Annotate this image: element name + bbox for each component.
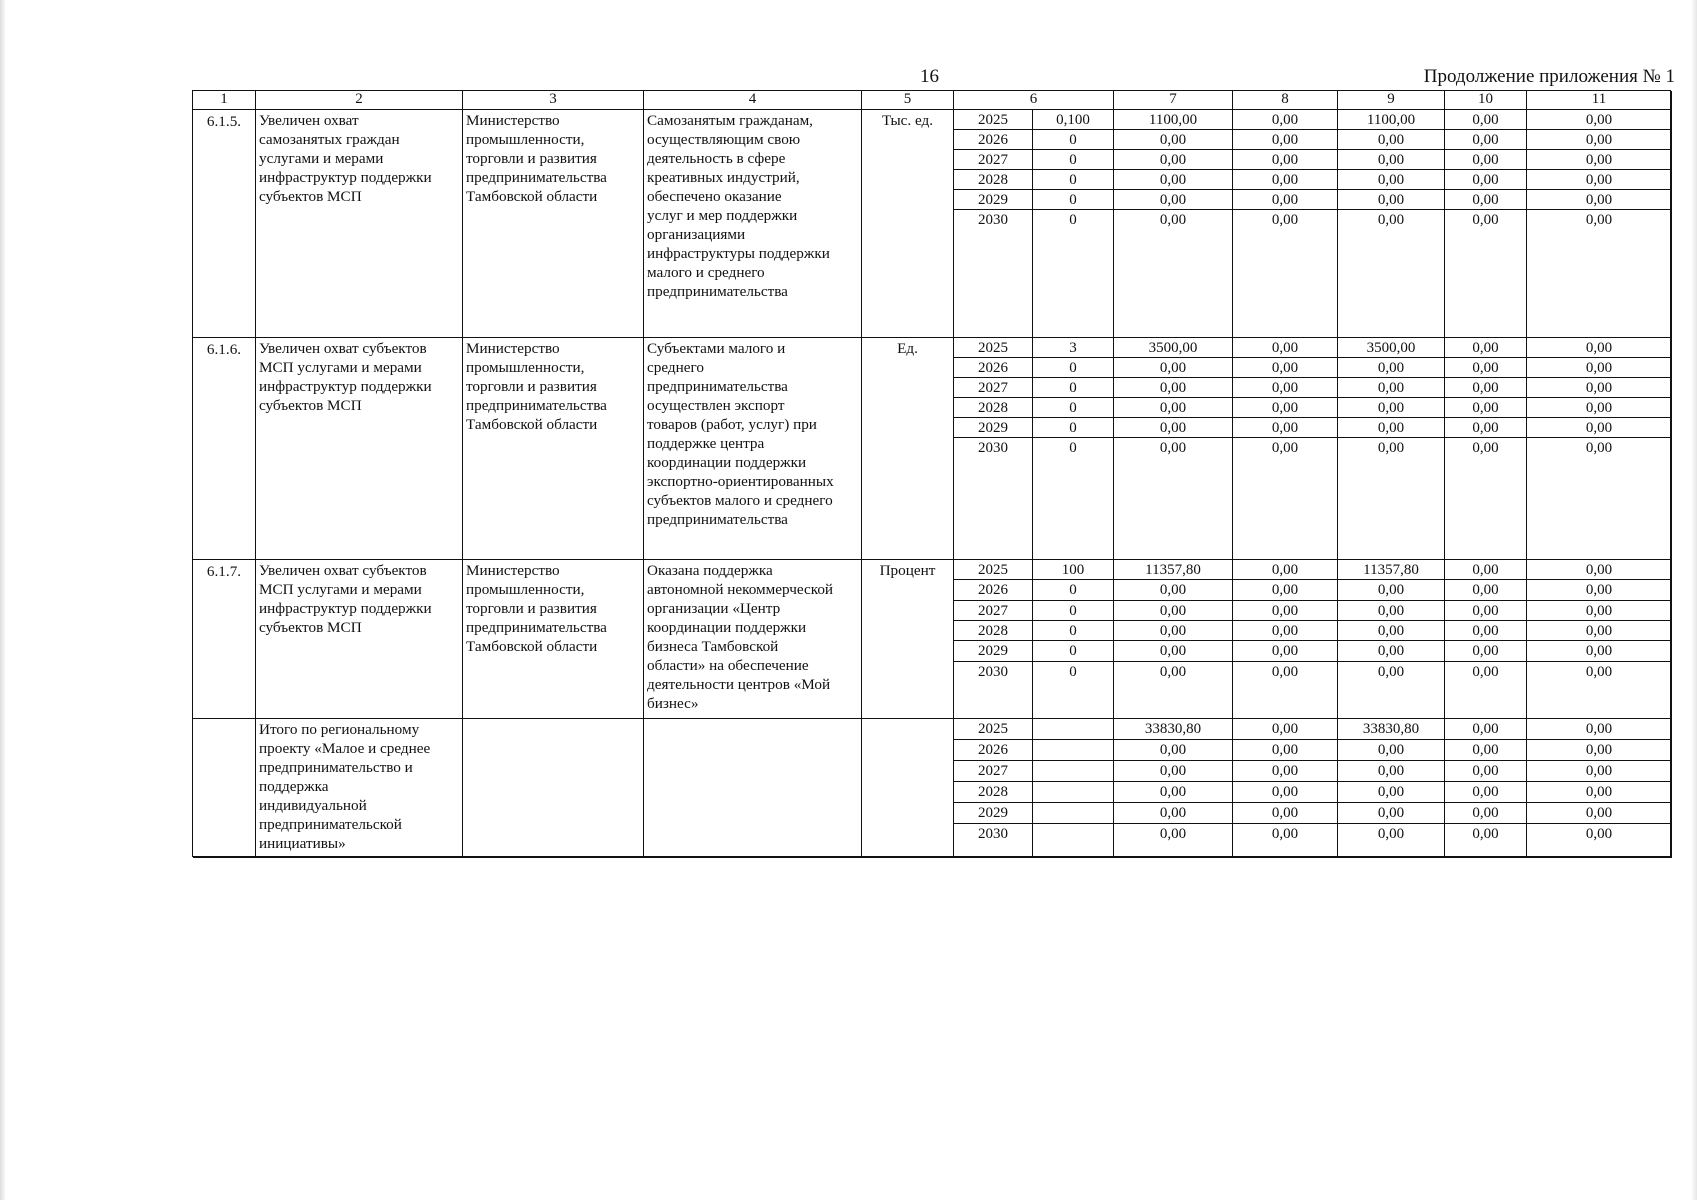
col11-value: 0,00 — [1527, 170, 1672, 190]
col7-value: 0,00 — [1114, 580, 1233, 601]
year-cell: 2027 — [954, 150, 1033, 170]
col11-value: 0,00 — [1527, 190, 1672, 210]
col9-value: 11357,80 — [1338, 560, 1445, 580]
year-cell: 2030 — [954, 662, 1033, 719]
col9-value: 0,00 — [1338, 418, 1445, 438]
year-cell: 2030 — [954, 824, 1033, 858]
indicator-value — [1033, 824, 1114, 858]
indicator-value — [1033, 803, 1114, 824]
col9-value: 0,00 — [1338, 740, 1445, 761]
column-header: 6 — [954, 91, 1114, 110]
col11-value: 0,00 — [1527, 358, 1672, 378]
column-header: 1 — [193, 91, 256, 110]
col8-value: 0,00 — [1233, 662, 1338, 719]
col7-value: 0,00 — [1114, 438, 1233, 560]
indicator-value: 0,100 — [1033, 110, 1114, 130]
col10-value: 0,00 — [1445, 580, 1527, 601]
col8-value: 0,00 — [1233, 824, 1338, 858]
year-cell: 2026 — [954, 580, 1033, 601]
scan-edge-right — [1691, 0, 1697, 1200]
col8-value: 0,00 — [1233, 398, 1338, 418]
col8-value: 0,00 — [1233, 621, 1338, 641]
col11-value: 0,00 — [1527, 398, 1672, 418]
indicator-value: 3 — [1033, 338, 1114, 358]
year-cell: 2029 — [954, 803, 1033, 824]
year-cell: 2028 — [954, 170, 1033, 190]
col11-value: 0,00 — [1527, 210, 1672, 338]
col11-value: 0,00 — [1527, 719, 1672, 740]
col7-value: 0,00 — [1114, 761, 1233, 782]
col9-value: 0,00 — [1338, 378, 1445, 398]
col11-value: 0,00 — [1527, 438, 1672, 560]
col10-value: 0,00 — [1445, 210, 1527, 338]
col11-value: 0,00 — [1527, 601, 1672, 621]
indicator-value: 0 — [1033, 170, 1114, 190]
column-header: 8 — [1233, 91, 1338, 110]
col10-value: 0,00 — [1445, 740, 1527, 761]
col9-value: 0,00 — [1338, 601, 1445, 621]
row-number — [193, 719, 256, 858]
col7-value: 0,00 — [1114, 150, 1233, 170]
indicator-value: 0 — [1033, 398, 1114, 418]
col7-value: 0,00 — [1114, 621, 1233, 641]
year-cell: 2027 — [954, 601, 1033, 621]
col9-value: 0,00 — [1338, 210, 1445, 338]
col10-value: 0,00 — [1445, 641, 1527, 662]
column-header: 4 — [644, 91, 862, 110]
col7-value: 0,00 — [1114, 601, 1233, 621]
col11-value: 0,00 — [1527, 761, 1672, 782]
col11-value: 0,00 — [1527, 110, 1672, 130]
col7-value: 0,00 — [1114, 170, 1233, 190]
col8-value: 0,00 — [1233, 438, 1338, 560]
year-cell: 2028 — [954, 782, 1033, 803]
col7-value: 3500,00 — [1114, 338, 1233, 358]
indicator-value: 0 — [1033, 130, 1114, 150]
col10-value: 0,00 — [1445, 170, 1527, 190]
col7-value: 0,00 — [1114, 398, 1233, 418]
col9-value: 0,00 — [1338, 438, 1445, 560]
col11-value: 0,00 — [1527, 150, 1672, 170]
indicator-value: 0 — [1033, 662, 1114, 719]
unit-text: Ед. — [862, 338, 954, 560]
indicator-value: 0 — [1033, 210, 1114, 338]
col7-value: 0,00 — [1114, 130, 1233, 150]
col10-value: 0,00 — [1445, 438, 1527, 560]
col10-value: 0,00 — [1445, 378, 1527, 398]
col9-value: 1100,00 — [1338, 110, 1445, 130]
col7-value: 0,00 — [1114, 210, 1233, 338]
unit-text: Тыс. ед. — [862, 110, 954, 338]
indicator-value — [1033, 740, 1114, 761]
year-cell: 2025 — [954, 110, 1033, 130]
col8-value: 0,00 — [1233, 358, 1338, 378]
col9-value: 0,00 — [1338, 803, 1445, 824]
indicator-value: 0 — [1033, 150, 1114, 170]
col8-value: 0,00 — [1233, 378, 1338, 398]
col10-value: 0,00 — [1445, 358, 1527, 378]
col9-value: 0,00 — [1338, 150, 1445, 170]
col9-value: 0,00 — [1338, 641, 1445, 662]
year-cell: 2027 — [954, 378, 1033, 398]
executor-text: Министерство промышленности, торговли и развития предпринимательства Тамбовской области — [463, 110, 644, 338]
col10-value: 0,00 — [1445, 190, 1527, 210]
year-cell: 2026 — [954, 130, 1033, 150]
col11-value: 0,00 — [1527, 662, 1672, 719]
col11-value: 0,00 — [1527, 130, 1672, 150]
column-header: 10 — [1445, 91, 1527, 110]
column-header: 3 — [463, 91, 644, 110]
executor-text — [463, 719, 644, 858]
col9-value: 0,00 — [1338, 761, 1445, 782]
year-cell: 2025 — [954, 719, 1033, 740]
result-text: Итого по региональному проекту «Малое и среднее предпринимательство и поддержка индивидуальной предпринимательской инициативы» — [256, 719, 463, 858]
continuation-label: Продолжение приложения № 1 — [1423, 66, 1675, 87]
col8-value: 0,00 — [1233, 170, 1338, 190]
col9-value: 0,00 — [1338, 782, 1445, 803]
col8-value: 0,00 — [1233, 110, 1338, 130]
row-number: 6.1.6. — [193, 338, 256, 560]
col8-value: 0,00 — [1233, 418, 1338, 438]
col9-value: 3500,00 — [1338, 338, 1445, 358]
col7-value: 0,00 — [1114, 418, 1233, 438]
col10-value: 0,00 — [1445, 662, 1527, 719]
result-text: Увеличен охват субъектов МСП услугами и мерами инфраструктур поддержки субъектов МСП — [256, 560, 463, 719]
col7-value: 11357,80 — [1114, 560, 1233, 580]
column-header: 2 — [256, 91, 463, 110]
column-header: 7 — [1114, 91, 1233, 110]
col8-value: 0,00 — [1233, 210, 1338, 338]
year-cell: 2028 — [954, 398, 1033, 418]
col7-value: 0,00 — [1114, 782, 1233, 803]
indicator-value: 0 — [1033, 580, 1114, 601]
result-text: Увеличен охват субъектов МСП услугами и мерами инфраструктур поддержки субъектов МСП — [256, 338, 463, 560]
col11-value: 0,00 — [1527, 418, 1672, 438]
col7-value: 0,00 — [1114, 662, 1233, 719]
col10-value: 0,00 — [1445, 719, 1527, 740]
col10-value: 0,00 — [1445, 824, 1527, 858]
year-cell: 2028 — [954, 621, 1033, 641]
unit-text — [862, 719, 954, 858]
col7-value: 0,00 — [1114, 190, 1233, 210]
indicator-value: 0 — [1033, 190, 1114, 210]
col9-value: 0,00 — [1338, 398, 1445, 418]
col11-value: 0,00 — [1527, 824, 1672, 858]
col9-value: 0,00 — [1338, 358, 1445, 378]
col11-value: 0,00 — [1527, 580, 1672, 601]
col11-value: 0,00 — [1527, 378, 1672, 398]
indicator-value: 0 — [1033, 378, 1114, 398]
row-number: 6.1.7. — [193, 560, 256, 719]
year-cell: 2025 — [954, 338, 1033, 358]
indicator-value — [1033, 761, 1114, 782]
year-cell: 2026 — [954, 358, 1033, 378]
col9-value: 0,00 — [1338, 824, 1445, 858]
col10-value: 0,00 — [1445, 398, 1527, 418]
col11-value: 0,00 — [1527, 641, 1672, 662]
unit-text: Процент — [862, 560, 954, 719]
col10-value: 0,00 — [1445, 621, 1527, 641]
result-text: Увеличен охват самозанятых граждан услугами и мерами инфраструктур поддержки субъектов МСП — [256, 110, 463, 338]
col8-value: 0,00 — [1233, 761, 1338, 782]
col11-value: 0,00 — [1527, 740, 1672, 761]
description-text — [644, 719, 862, 858]
col9-value: 0,00 — [1338, 190, 1445, 210]
description-text: Самозанятым гражданам, осуществляющим свою деятельность в сфере креативных индустрий, обеспечено оказание услуг и мер поддержки организациями инфраструктуры поддержки малого и среднего предпринимательства — [644, 110, 862, 338]
col9-value: 33830,80 — [1338, 719, 1445, 740]
col10-value: 0,00 — [1445, 150, 1527, 170]
col8-value: 0,00 — [1233, 641, 1338, 662]
col7-value: 33830,80 — [1114, 719, 1233, 740]
col9-value: 0,00 — [1338, 662, 1445, 719]
year-cell: 2029 — [954, 190, 1033, 210]
col10-value: 0,00 — [1445, 130, 1527, 150]
col10-value: 0,00 — [1445, 560, 1527, 580]
year-cell: 2030 — [954, 210, 1033, 338]
column-header: 5 — [862, 91, 954, 110]
year-cell: 2030 — [954, 438, 1033, 560]
col7-value: 0,00 — [1114, 824, 1233, 858]
col10-value: 0,00 — [1445, 338, 1527, 358]
page-number: 16 — [920, 66, 939, 87]
year-cell: 2027 — [954, 761, 1033, 782]
col7-value: 0,00 — [1114, 358, 1233, 378]
col8-value: 0,00 — [1233, 560, 1338, 580]
executor-text: Министерство промышленности, торговли и развития предпринимательства Тамбовской области — [463, 338, 644, 560]
col8-value: 0,00 — [1233, 601, 1338, 621]
col8-value: 0,00 — [1233, 150, 1338, 170]
col10-value: 0,00 — [1445, 803, 1527, 824]
column-header: 9 — [1338, 91, 1445, 110]
scan-edge-left — [0, 0, 6, 1200]
indicator-value: 0 — [1033, 438, 1114, 560]
col9-value: 0,00 — [1338, 621, 1445, 641]
indicator-value: 0 — [1033, 641, 1114, 662]
indicator-value — [1033, 719, 1114, 740]
indicator-value: 0 — [1033, 621, 1114, 641]
year-cell: 2029 — [954, 418, 1033, 438]
column-header: 11 — [1527, 91, 1672, 110]
col7-value: 0,00 — [1114, 803, 1233, 824]
col8-value: 0,00 — [1233, 719, 1338, 740]
year-cell: 2029 — [954, 641, 1033, 662]
data-table — [192, 90, 1671, 857]
col11-value: 0,00 — [1527, 338, 1672, 358]
col10-value: 0,00 — [1445, 782, 1527, 803]
col7-value: 0,00 — [1114, 740, 1233, 761]
col9-value: 0,00 — [1338, 170, 1445, 190]
col10-value: 0,00 — [1445, 761, 1527, 782]
indicator-value: 0 — [1033, 358, 1114, 378]
col10-value: 0,00 — [1445, 601, 1527, 621]
row-number: 6.1.5. — [193, 110, 256, 338]
indicator-value: 100 — [1033, 560, 1114, 580]
col9-value: 0,00 — [1338, 130, 1445, 150]
col11-value: 0,00 — [1527, 782, 1672, 803]
col11-value: 0,00 — [1527, 803, 1672, 824]
col9-value: 0,00 — [1338, 580, 1445, 601]
col8-value: 0,00 — [1233, 130, 1338, 150]
col11-value: 0,00 — [1527, 560, 1672, 580]
col7-value: 1100,00 — [1114, 110, 1233, 130]
indicator-value: 0 — [1033, 418, 1114, 438]
executor-text: Министерство промышленности, торговли и развития предпринимательства Тамбовской области — [463, 560, 644, 719]
col8-value: 0,00 — [1233, 190, 1338, 210]
indicator-value: 0 — [1033, 601, 1114, 621]
col8-value: 0,00 — [1233, 580, 1338, 601]
col7-value: 0,00 — [1114, 378, 1233, 398]
col8-value: 0,00 — [1233, 740, 1338, 761]
year-cell: 2025 — [954, 560, 1033, 580]
indicator-value — [1033, 782, 1114, 803]
description-text: Оказана поддержка автономной некоммерческой организации «Центр координации поддержки бизнеса Тамбовской области» на обеспечение деятельности центров «Мой бизнес» — [644, 560, 862, 719]
description-text: Субъектами малого и среднего предпринимательства осуществлен экспорт товаров (работ, услуг) при поддержке центра координации поддержки экспортно-ориентированных субъектов малого и среднего предпринимательства — [644, 338, 862, 560]
col8-value: 0,00 — [1233, 803, 1338, 824]
col8-value: 0,00 — [1233, 782, 1338, 803]
col11-value: 0,00 — [1527, 621, 1672, 641]
col7-value: 0,00 — [1114, 641, 1233, 662]
year-cell: 2026 — [954, 740, 1033, 761]
col10-value: 0,00 — [1445, 418, 1527, 438]
col10-value: 0,00 — [1445, 110, 1527, 130]
col8-value: 0,00 — [1233, 338, 1338, 358]
